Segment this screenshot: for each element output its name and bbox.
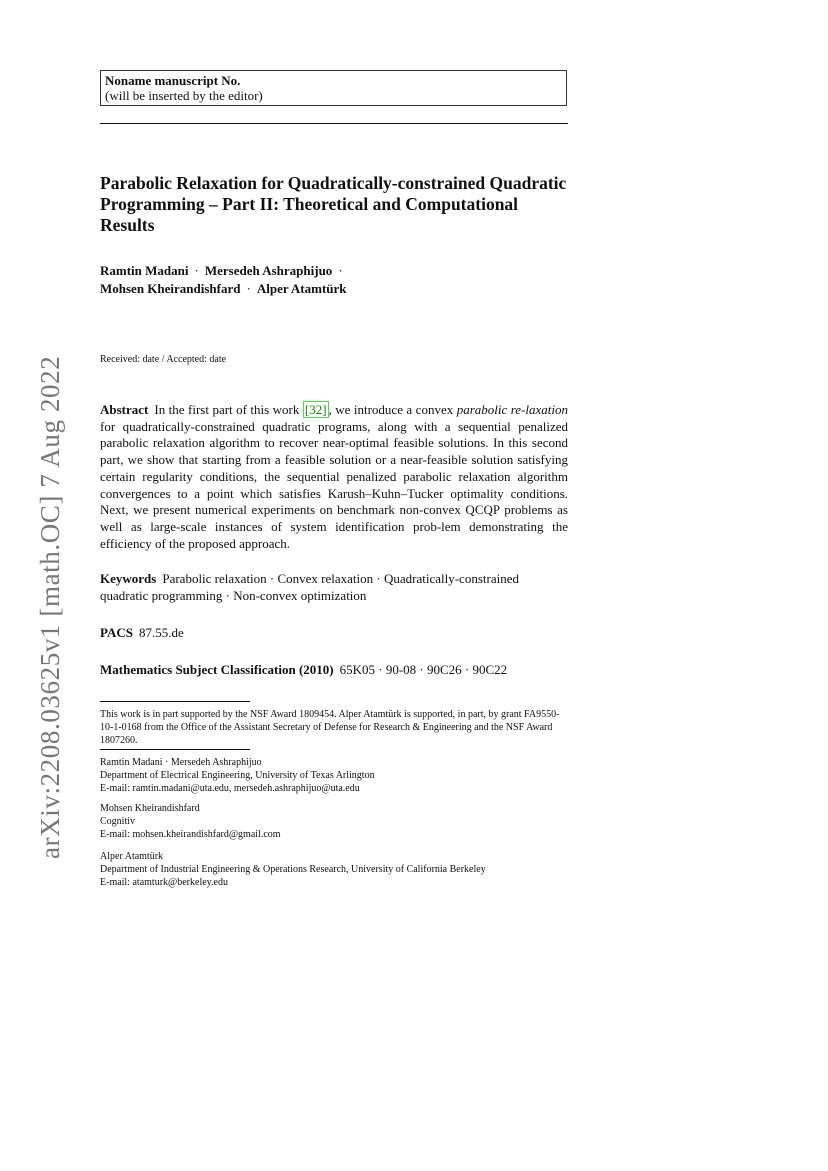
keywords-label: Keywords [100,571,157,586]
author-separator: · [246,281,251,296]
citation-link[interactable]: [32] [304,402,327,417]
header-rule [100,123,568,124]
abstract-text: , we introduce a convex [328,402,457,417]
editor-note: (will be inserted by the editor) [105,88,263,103]
affiliation-block [100,850,568,889]
keywords-text: Parabolic relaxation · Convex relaxation · Quadratically-constrained quadratic programming · Non-convex optimization [100,571,519,603]
affiliation-rule [100,749,250,750]
abstract-text: In the first part of this work [154,402,303,417]
msc-classification [100,662,507,678]
affiliation-department: Department of Electrical Engineering, University of Texas Arlington [100,770,375,781]
affiliation-names: Alper Atamtürk [100,851,164,862]
msc-codes: 65K05 · 90-08 · 90C26 · 90C22 [339,662,508,677]
affiliation-department: Cognitiv [100,816,136,827]
abstract [100,402,568,552]
author-line-2 [100,280,570,298]
pacs [100,625,184,641]
affiliation-department: Department of Industrial Engineering & Operations Research, University of California Berkeley [100,864,486,875]
abstract-text: for quadratically-constrained quadratic programs, along with a sequential penalized parabolic relaxation algorithm to recover near-optimal feasible solutions. In this second part, we show that starting from a feasible solution or a near-feasible solution satisfying certain regularity conditions, the sequential penalized parabolic relaxation algorithm convergences to a point which satisfies Karush–Kuhn–Tucker optimality conditions. Next, we present numerical experiments on benchmark non-convex QCQP problems as well as large-scale instances of system identification prob-lem demonstrating the efficiency of the proposed approach. [100,418,568,551]
paper-title: Parabolic Relaxation for Quadratically-constrained Quadratic Programming – Part II: Theoretical and Computational Results [100,173,567,235]
affiliation-email[interactable]: E-mail: mohsen.kheirandishfard@gmail.com [100,829,281,840]
author-line-1 [100,262,570,280]
author-name: Mersedeh Ashraphijuo [204,263,333,278]
msc-label: Mathematics Subject Classification (2010) [100,662,334,677]
pacs-code: 87.55.de [138,625,184,640]
affiliation-block [100,802,568,841]
received-accepted-dates: Received: date / Accepted: date [100,354,227,365]
affiliation-block [100,756,568,795]
author-separator: · [338,263,343,278]
pacs-label: PACS [100,625,133,640]
funding-footnote: This work is in part supported by the NSF Award 1809454. Alper Atamtürk is supported, in part, by grant FA9550-10-1-0168 from the Office of the Assistant Secretary of Defense for Research & Engineering and the NSF Award 1807260. [100,709,560,746]
manuscript-number-box [100,70,567,106]
author-name: Mohsen Kheirandishfard [100,281,241,296]
abstract-emphasis: parabolic re-laxation [456,402,568,417]
affiliation-names: Ramtin Madani · Mersedeh Ashraphijuo [100,757,262,768]
author-name: Ramtin Madani [100,263,189,278]
author-separator: · [194,263,199,278]
keywords [100,571,568,604]
affiliation-email[interactable]: E-mail: atamturk@berkeley.edu [100,877,228,888]
abstract-label: Abstract [100,402,149,417]
arxiv-sidebar [12,347,65,859]
affiliation-names: Mohsen Kheirandishfard [100,803,200,814]
arxiv-identifier: arXiv:2208.03625v1 [math.OC] 7 Aug 2022 [35,355,65,859]
affiliation-email[interactable]: E-mail: ramtin.madani@uta.edu, mersedeh.ashraphijuo@uta.edu [100,783,360,794]
footnote-rule [100,701,250,702]
manuscript-number-label: Noname manuscript No. [105,73,241,88]
author-list [100,262,570,298]
author-name: Alper Atamtürk [256,281,347,296]
